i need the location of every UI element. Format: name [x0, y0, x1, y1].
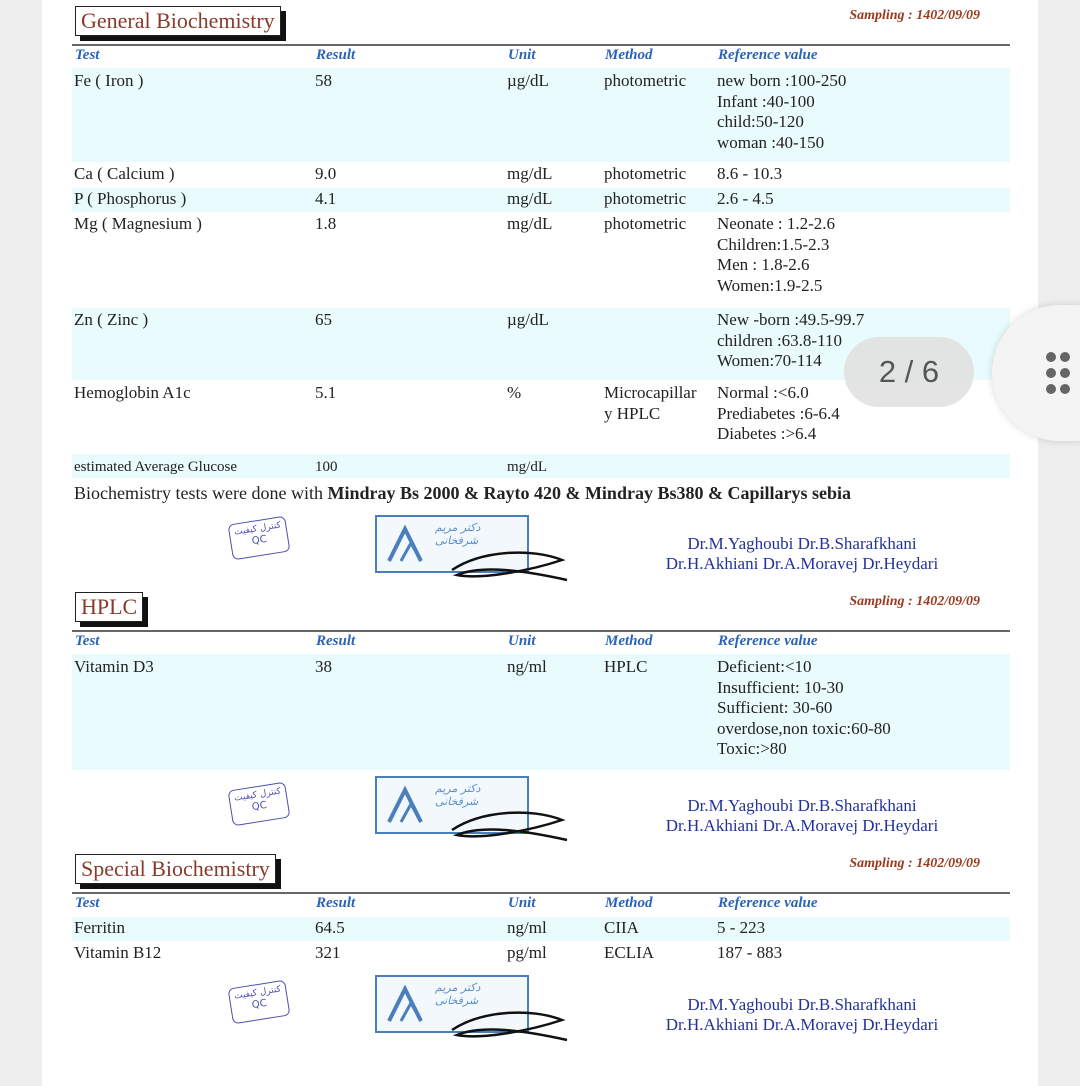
lab-stamp-text: دکتر مریم شرفخانی [435, 981, 481, 1007]
header-result: Result [316, 633, 356, 649]
section-title-special-biochemistry: Special Biochemistry [75, 854, 276, 884]
result-value: 58 [315, 71, 332, 90]
test-name: Mg ( Magnesium ) [74, 214, 202, 233]
unit: mg/dL [507, 214, 553, 233]
qc-stamp-persian: کنترل کیفیت [233, 984, 282, 1002]
qc-stamp-label: QC [251, 533, 268, 548]
result-value: 321 [315, 943, 341, 962]
reference-value: 5 - 223 [717, 918, 766, 937]
qc-stamp [228, 516, 291, 561]
lab-stamp-text: دکتر مریم شرفخانی [435, 521, 481, 547]
doctors-line: Dr.M.Yaghoubi Dr.B.Sharafkhani [687, 534, 917, 553]
doctors-line: Dr.M.Yaghoubi Dr.B.Sharafkhani [687, 995, 917, 1014]
table-row [72, 162, 1010, 188]
header-reference: Reference value [718, 47, 818, 63]
sampling-date: Sampling : 1402/09/09 [849, 594, 980, 609]
qc-stamp [228, 782, 291, 827]
header-result: Result [316, 47, 356, 63]
test-name: Hemoglobin A1c [74, 383, 191, 402]
reference-value: 2.6 - 4.5 [717, 189, 774, 208]
header-method: Method [605, 47, 653, 63]
unit: mg/dL [507, 164, 553, 183]
doctors-line: Dr.H.Akhiani Dr.A.Moravej Dr.Heydari [665, 816, 939, 835]
reference-value: 8.6 - 10.3 [717, 164, 783, 183]
table-row [72, 941, 1010, 965]
doctors-list [602, 995, 1002, 1035]
result-value: 9.0 [315, 164, 337, 183]
table-row [72, 454, 1010, 478]
method: CIIA [604, 918, 639, 937]
qc-stamp [228, 980, 291, 1025]
reference-value: Normal :<6.0 Prediabetes :6-6.4 Diabetes :>6.4 [717, 383, 840, 444]
unit: mg/dL [507, 189, 553, 208]
qc-stamp-label: QC [251, 997, 268, 1012]
result-value: 64.5 [315, 918, 345, 937]
test-name: P ( Phosphorus ) [74, 189, 187, 208]
result-value: 65 [315, 310, 332, 329]
instrument-note [74, 483, 851, 504]
test-name: Ca ( Calcium ) [74, 164, 175, 183]
qc-stamp-label: QC [251, 799, 268, 814]
section-title-general-biochemistry: General Biochemistry [75, 6, 281, 36]
result-value: 4.1 [315, 189, 337, 208]
method: Microcapillar y HPLC [604, 383, 697, 423]
section-title-hplc: HPLC [75, 592, 143, 622]
header-divider [72, 44, 1010, 46]
header-method: Method [605, 895, 653, 911]
result-value: 5.1 [315, 383, 337, 402]
test-name: Zn ( Zinc ) [74, 310, 149, 329]
qc-stamp-persian: کنترل کیفیت [233, 786, 282, 804]
unit: mg/dL [507, 459, 547, 475]
method: photometric [604, 189, 687, 208]
qc-stamp-persian: کنترل کیفیت [233, 520, 282, 538]
unit: ng/ml [507, 918, 547, 937]
method: HPLC [604, 657, 648, 676]
doctors-list [602, 534, 1002, 574]
lab-stamp-text: دکتر مریم شرفخانی [435, 782, 481, 808]
unit: µg/dL [507, 310, 549, 329]
doctors-line: Dr.H.Akhiani Dr.A.Moravej Dr.Heydari [665, 1015, 939, 1034]
header-test: Test [75, 633, 100, 649]
method: photometric [604, 71, 687, 90]
reference-value: new born :100-250 Infant :40-100 child:50-120 woman :40-150 [717, 71, 847, 152]
reference-value: New -born :49.5-99.7 children :63.8-110 Women:70-114 [717, 310, 865, 371]
sampling-date: Sampling : 1402/09/09 [849, 8, 980, 23]
header-test: Test [75, 47, 100, 63]
table-row [72, 188, 1010, 212]
reference-value: Neonate : 1.2-2.6 Children:1.5-2.3 Men : 1.8-2.6 Women:1.9-2.5 [717, 214, 836, 295]
header-unit: Unit [508, 47, 536, 63]
header-unit: Unit [508, 633, 536, 649]
method: photometric [604, 214, 687, 233]
reference-value: Deficient:<10 Insufficient: 10-30 Sufficient: 30-60 overdose,non toxic:60-80 Toxic:>80 [717, 657, 891, 759]
table-row [72, 917, 1010, 941]
method: photometric [604, 164, 687, 183]
page-indicator: 2 / 6 [844, 337, 974, 407]
test-name: Ferritin [74, 918, 125, 937]
header-reference: Reference value [718, 895, 818, 911]
table-row [72, 212, 1010, 308]
instrument-note-devices: Mindray Bs 2000 & Rayto 420 & Mindray Bs380 & Capillarys sebia [327, 483, 851, 503]
signature-scribble-icon [442, 800, 572, 850]
test-name: Vitamin B12 [74, 943, 162, 962]
header-method: Method [605, 633, 653, 649]
unit: pg/ml [507, 943, 547, 962]
doctors-line: Dr.H.Akhiani Dr.A.Moravej Dr.Heydari [665, 554, 939, 573]
table-row [72, 68, 1010, 162]
unit: ng/ml [507, 657, 547, 676]
test-name: estimated Average Glucose [74, 459, 237, 475]
result-value: 38 [315, 657, 332, 676]
report-page [42, 0, 1038, 1086]
sampling-date: Sampling : 1402/09/09 [849, 856, 980, 871]
header-divider [72, 630, 1010, 632]
reference-value: 187 - 883 [717, 943, 783, 962]
signature-scribble-icon [442, 1000, 572, 1050]
result-value: 100 [315, 459, 338, 475]
header-unit: Unit [508, 895, 536, 911]
test-name: Fe ( Iron ) [74, 71, 144, 90]
doctors-list [602, 796, 1002, 836]
result-value: 1.8 [315, 214, 337, 233]
unit: % [507, 383, 522, 402]
table-row [72, 654, 1010, 770]
header-reference: Reference value [718, 633, 818, 649]
unit: µg/dL [507, 71, 549, 90]
method: ECLIA [604, 943, 655, 962]
signature-scribble-icon [442, 540, 572, 590]
instrument-note-prefix: Biochemistry tests were done with [74, 483, 328, 503]
header-divider [72, 892, 1010, 894]
header-test: Test [75, 895, 100, 911]
doctors-line: Dr.M.Yaghoubi Dr.B.Sharafkhani [687, 796, 917, 815]
test-name: Vitamin D3 [74, 657, 154, 676]
header-result: Result [316, 895, 356, 911]
